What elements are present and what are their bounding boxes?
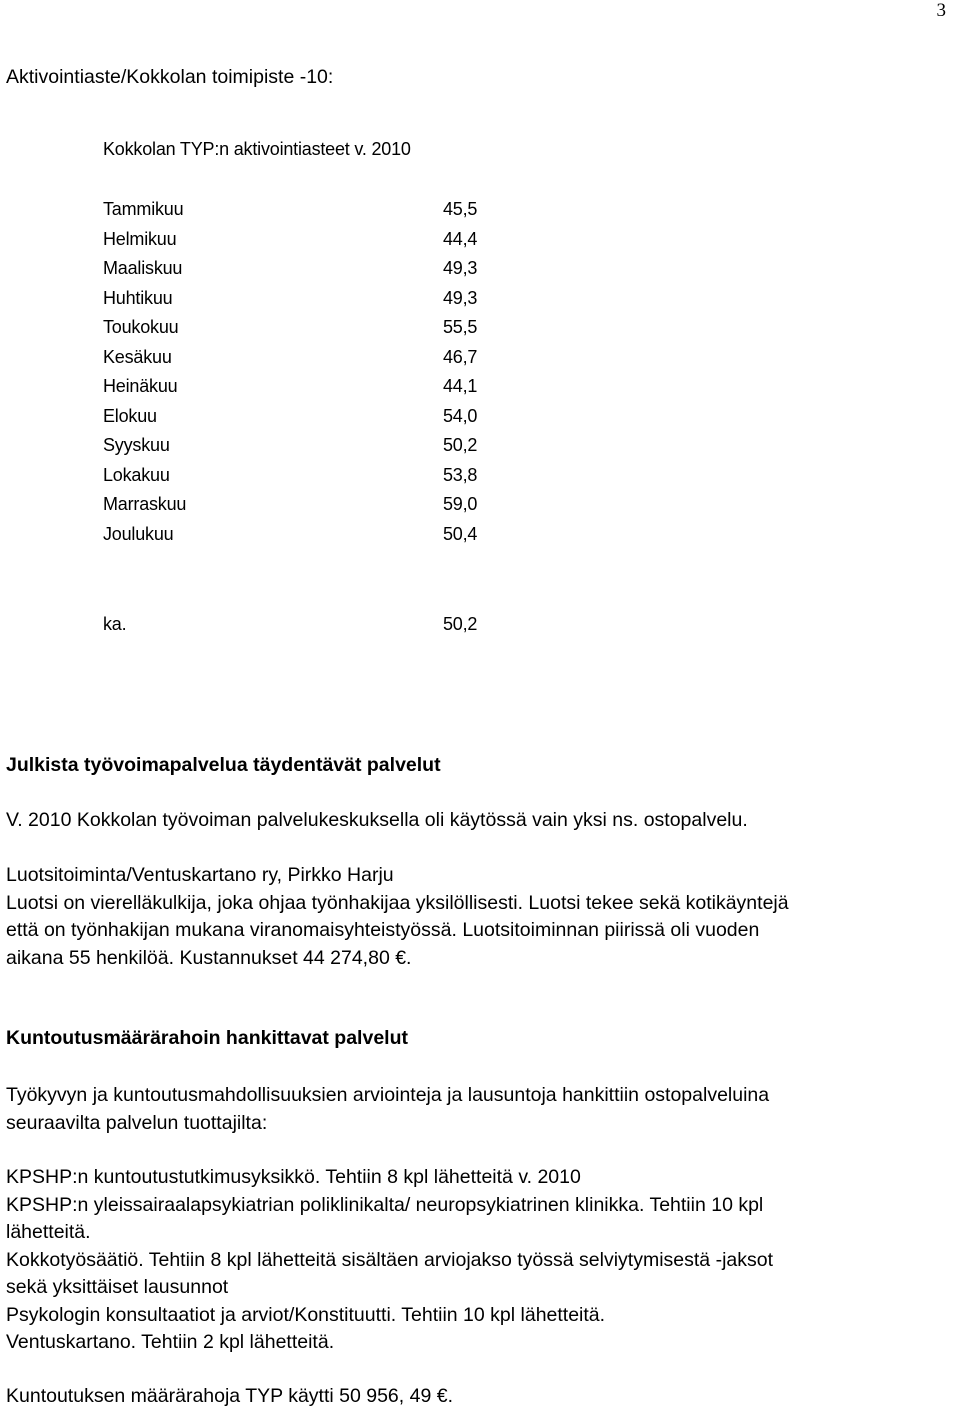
month-label: Maaliskuu — [103, 258, 183, 278]
month-value: 59,0 — [443, 494, 478, 514]
provider-line: KPSHP:n kuntoutustutkimusyksikkö. Tehtiin 8 kpl lähetteitä v. 2010 — [6, 1166, 581, 1188]
provider-line: sekä yksittäiset lausunnot — [6, 1276, 229, 1298]
average-label: ka. — [103, 614, 127, 634]
paragraph-line: Työkyvyn ja kuntoutusmahdollisuuksien arviointeja ja lausuntoja hankittiin ostopalveluina — [6, 1084, 770, 1106]
month-label: Lokakuu — [103, 465, 170, 485]
month-label: Joulukuu — [103, 524, 174, 544]
month-value: 53,8 — [443, 465, 478, 485]
month-label: Kesäkuu — [103, 347, 172, 367]
paragraph — [6, 1082, 958, 1137]
month-value: 44,4 — [443, 229, 478, 249]
section-heading: Julkista työvoimapalvelua täydentävät palvelut — [6, 754, 441, 776]
provider-line: lähetteitä. — [6, 1221, 91, 1243]
month-value: 49,3 — [443, 288, 478, 308]
month-value: 55,5 — [443, 317, 478, 337]
month-value: 54,0 — [443, 406, 478, 426]
paragraph-line: Luotsitoiminta/Ventuskartano ry, Pirkko Harju — [6, 864, 394, 886]
paragraph-line: seuraavilta palvelun tuottajilta: — [6, 1111, 268, 1134]
paragraph — [6, 807, 958, 835]
provider-line: Psykologin konsultaatiot ja arviot/Konstituutti. Tehtiin 10 kpl lähetteitä. — [6, 1303, 606, 1326]
month-label: Helmikuu — [103, 229, 177, 249]
month-label: Toukokuu — [103, 317, 179, 337]
paragraph-line: aikana 55 henkilöä. Kustannukset 44 274,80 €. — [6, 946, 412, 969]
provider-line: Kokkotyösäätiö. Tehtiin 8 kpl lähetteitä sisältäen arviojakso työssä selviytymisestä -jaksot — [6, 1248, 774, 1271]
month-value: 50,4 — [443, 524, 478, 544]
month-value: 44,1 — [443, 376, 478, 396]
month-label: Heinäkuu — [103, 376, 178, 396]
month-label: Marraskuu — [103, 494, 187, 514]
total-line: Kuntoutuksen määrärahoja TYP käytti 50 956, 49 €. — [6, 1385, 453, 1407]
paragraph — [6, 862, 958, 972]
month-label: Tammikuu — [103, 199, 184, 219]
month-value: 45,5 — [443, 199, 478, 219]
month-label: Huhtikuu — [103, 288, 173, 308]
month-value: 49,3 — [443, 258, 478, 278]
page-number: 3 — [936, 0, 946, 21]
month-label: Syyskuu — [103, 435, 170, 455]
table-caption: Kokkolan TYP:n aktivointiasteet v. 2010 — [103, 139, 411, 159]
average-value: 50,2 — [443, 614, 478, 634]
month-value: 50,2 — [443, 435, 478, 455]
paragraph-line: että on työnhakijan mukana viranomaisyhteistyössä. Luotsitoiminnan piirissä oli vuoden — [6, 919, 760, 941]
provider-list — [6, 1164, 958, 1357]
month-value: 46,7 — [443, 347, 478, 367]
paragraph-line: V. 2010 Kokkolan työvoiman palvelukeskuksella oli käytössä vain yksi ns. ostopalvelu. — [6, 809, 748, 831]
provider-line: KPSHP:n yleissairaalapsykiatrian poliklinikalta/ neuropsykiatrinen klinikka. Tehtiin 10 kpl — [6, 1193, 764, 1216]
section-title: Aktivointiaste/Kokkolan toimipiste -10: — [6, 66, 334, 88]
section-heading: Kuntoutusmäärärahoin hankittavat palvelut — [6, 1027, 408, 1049]
provider-line: Ventuskartano. Tehtiin 2 kpl lähetteitä. — [6, 1331, 335, 1353]
paragraph-line: Luotsi on vierelläkulkija, joka ohjaa työnhakijaa yksilöllisesti. Luotsi tekee sekä kotikäyntejä — [6, 891, 789, 914]
paragraph — [6, 1383, 958, 1411]
month-label: Elokuu — [103, 406, 157, 426]
